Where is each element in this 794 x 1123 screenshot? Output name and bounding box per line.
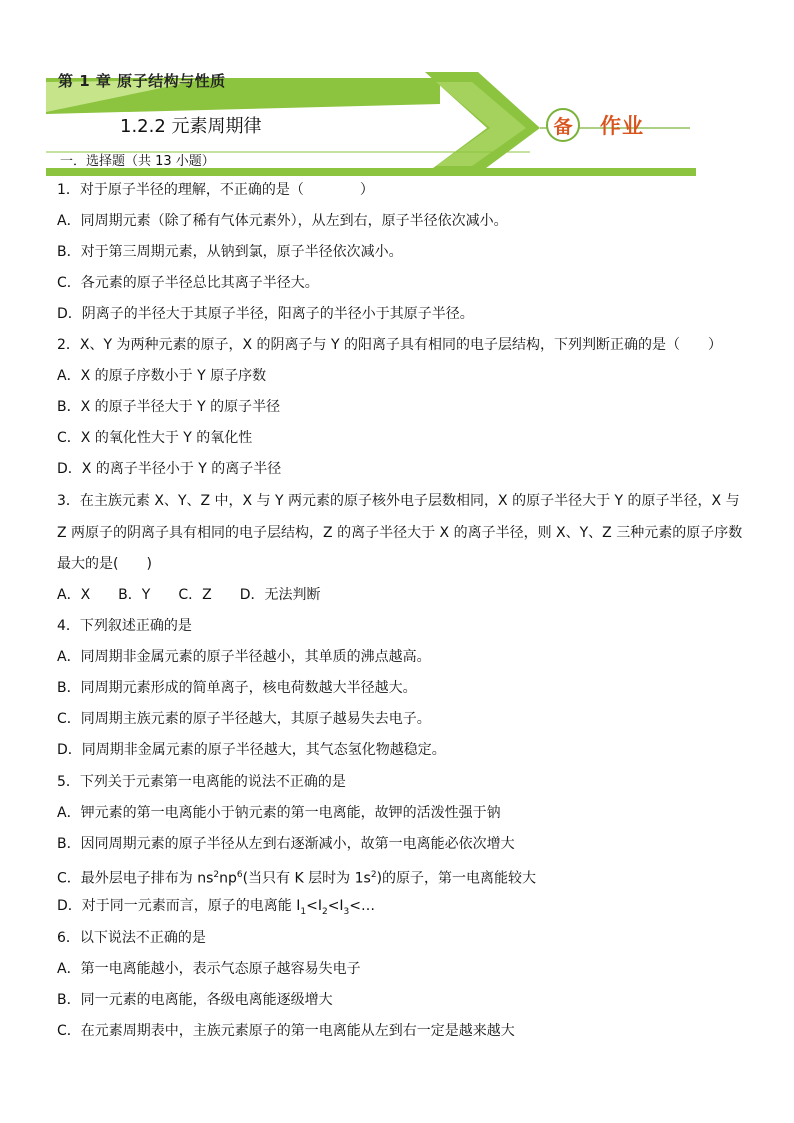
question-1-stem: 1．对于原子半径的理解，不正确的是（ ）	[57, 182, 374, 198]
question-1-option-c: C．各元素的原子半径总比其离子半径大。	[57, 275, 319, 291]
option-d-text-4: <…	[349, 898, 376, 914]
question-5-option-c	[57, 866, 536, 888]
question-6-stem: 6．以下说法不正确的是	[57, 930, 206, 946]
homework-label: 作业	[600, 114, 644, 138]
subscript: 2	[321, 906, 328, 917]
question-5-option-d	[57, 897, 375, 921]
question-5-stem: 5．下列关于元素第一电离能的说法不正确的是	[57, 774, 346, 790]
section-title: 1.2.2 元素周期律	[120, 116, 262, 137]
question-2-option-a: A．X 的原子序数小于 Y 原子序数	[57, 368, 267, 384]
question-2-option-d: D．X 的离子半径小于 Y 的离子半径	[57, 461, 282, 477]
superscript: 2	[370, 870, 377, 880]
question-5-option-a: A．钾元素的第一电离能小于钠元素的第一电离能，故钾的活泼性强于钠	[57, 805, 501, 821]
question-6-option-c: C．在元素周期表中，主族元素原子的第一电离能从左到右一定是越来越大	[57, 1023, 515, 1039]
question-2-option-c: C．X 的氧化性大于 Y 的氧化性	[57, 430, 253, 446]
question-5-option-b: B．因同周期元素的原子半径从左到右逐渐减小，故第一电离能必依次增大	[57, 836, 515, 852]
question-3-stem-line-1: 3．在主族元素 X、Y、Z 中，X 与 Y 两元素的原子核外电子层数相同，X 的原子半径大于 Y 的原子半径，X 与	[57, 493, 740, 509]
section-underline-band	[46, 168, 696, 176]
question-4-option-c: C．同周期主族元素的原子半径越大，其原子越易失去电子。	[57, 711, 431, 727]
prep-badge-icon: 备	[546, 108, 580, 142]
superscript: 6	[236, 870, 243, 880]
question-3-stem-line-2: Z 两原子的阴离子具有相同的电子层结构，Z 的离子半径大于 X 的离子半径，则 X、Y、Z 三种元素的原子序数	[57, 525, 743, 541]
chapter-title: 第 1 章 原子结构与性质	[58, 72, 226, 90]
option-c-text-2: np	[219, 870, 237, 887]
chevron-arrow-highlight	[436, 82, 526, 166]
question-4-option-b: B．同周期元素形成的简单离子，核电荷数越大半径越大。	[57, 680, 417, 696]
question-3-stem-line-3: 最大的是( )	[57, 556, 152, 572]
option-c-text-1: C．最外层电子排布为 ns	[57, 870, 214, 887]
question-2-option-b: B．X 的原子半径大于 Y 的原子半径	[57, 399, 281, 415]
subscript: 3	[343, 906, 350, 917]
option-d-text-1: D．对于同一元素而言，原子的电离能 I	[57, 898, 301, 914]
option-c-text-3: (当只有 K 层时为 1s	[242, 870, 371, 887]
question-6-option-b: B．同一元素的电离能，各级电离能逐级增大	[57, 992, 333, 1008]
question-3-options: A．X B．Y C．Z D．无法判断	[57, 587, 321, 603]
question-1-option-a: A．同周期元素（除了稀有气体元素外），从左到右，原子半径依次减小。	[57, 213, 508, 229]
option-d-text-2: <I	[306, 898, 322, 914]
page-header	[0, 0, 794, 180]
question-4-option-d: D．同周期非金属元素的原子半径越大，其气态氢化物越稳定。	[57, 742, 446, 758]
question-1-option-b: B．对于第三周期元素，从钠到氯，原子半径依次减小。	[57, 244, 403, 260]
option-d-text-3: <I	[327, 898, 344, 914]
subscript: 1	[300, 906, 307, 917]
question-6-option-a: A．第一电离能越小，表示气态原子越容易失电子	[57, 961, 361, 977]
question-2-stem: 2．X、Y 为两种元素的原子，X 的阴离子与 Y 的阳离子具有相同的电子层结构，下列判断正确的是（ ）	[57, 337, 722, 353]
question-4-stem: 4．下列叙述正确的是	[57, 618, 192, 634]
question-1-option-d: D．阴离子的半径大于其原子半径，阳离子的半径小于其原子半径。	[57, 306, 474, 322]
superscript: 2	[213, 870, 220, 880]
section-heading: 一．选择题（共 13 小题）	[60, 154, 215, 169]
question-4-option-a: A．同周期非金属元素的原子半径越小，其单质的沸点越高。	[57, 649, 431, 665]
option-c-text-4: )的原子，第一电离能较大	[376, 870, 537, 887]
